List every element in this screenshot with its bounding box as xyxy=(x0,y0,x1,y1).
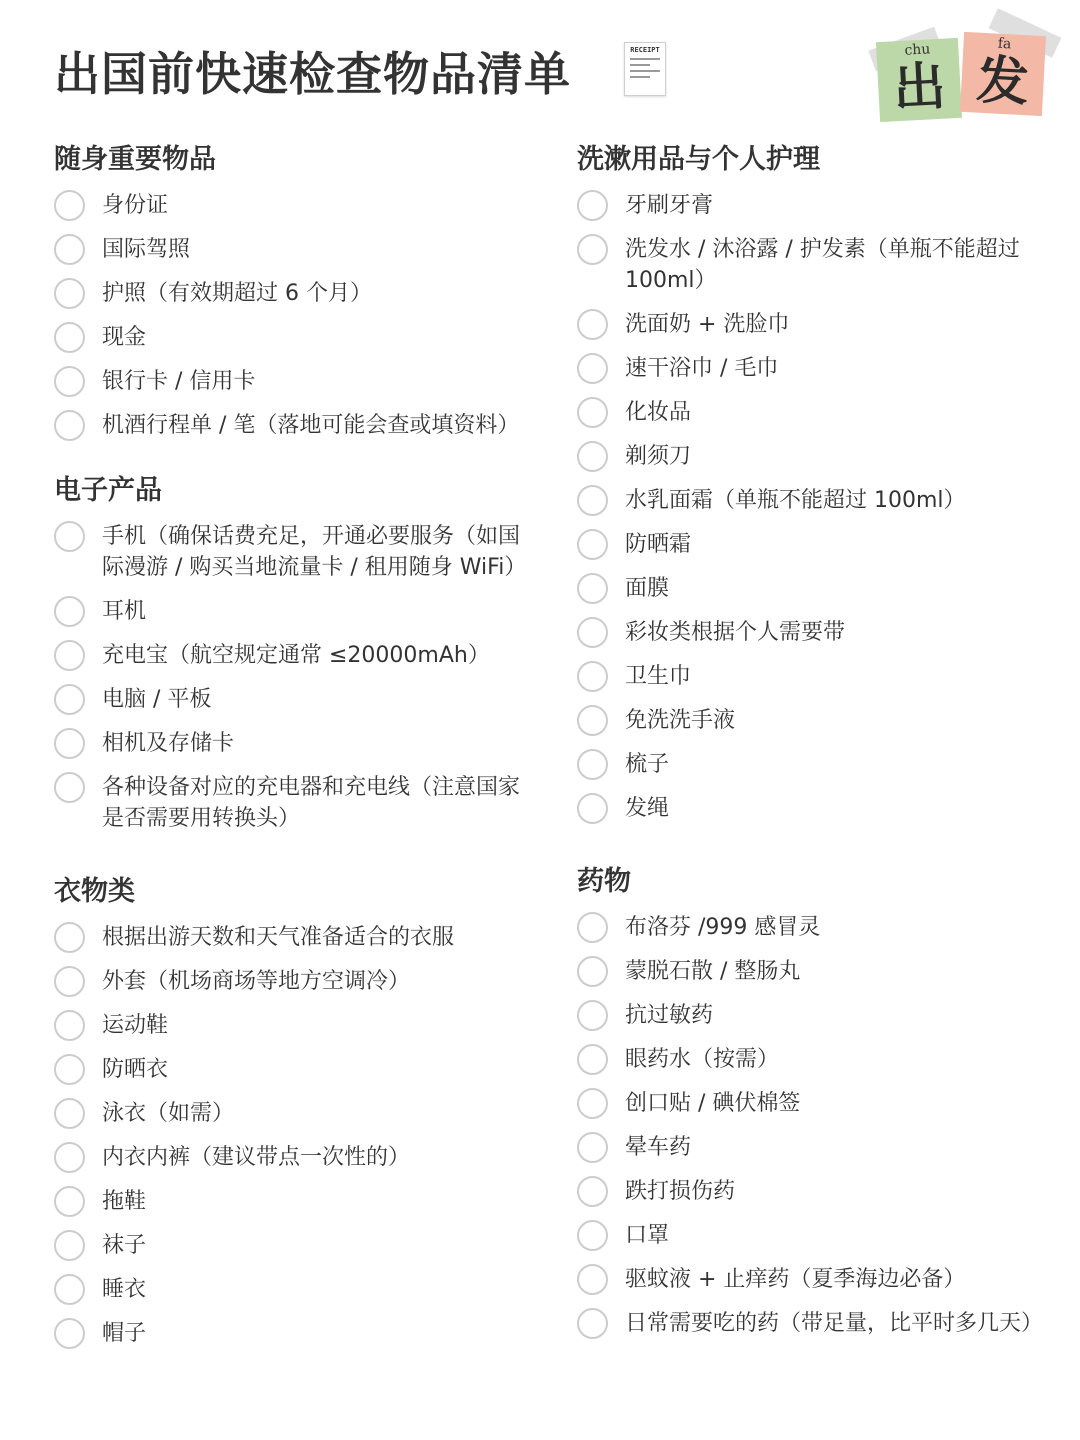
checklist-item-label: 现金 xyxy=(102,325,147,350)
checklist-item-label: 创口贴 / 碘伏棉签 xyxy=(625,1091,801,1116)
checklist-item-label: 卫生巾 xyxy=(625,664,692,689)
section-title: 随身重要物品 xyxy=(54,144,216,175)
checklist-item[interactable] xyxy=(54,684,524,715)
checklist-item-label: 外套（机场商场等地方空调冷） xyxy=(102,969,411,994)
checkbox-circle-icon[interactable] xyxy=(577,573,608,604)
checklist-section xyxy=(577,140,1047,824)
checklist-item[interactable] xyxy=(54,278,524,309)
chu-tile xyxy=(876,38,962,122)
checkbox-circle-icon[interactable] xyxy=(577,1000,608,1031)
checkbox-circle-icon[interactable] xyxy=(54,1010,85,1041)
checkbox-circle-icon[interactable] xyxy=(577,234,608,265)
checkbox-circle-icon[interactable] xyxy=(577,1308,608,1339)
checklist-item-label: 袜子 xyxy=(102,1233,147,1258)
chu-character: 出 xyxy=(891,56,947,120)
checklist-item-label: 口罩 xyxy=(625,1223,670,1248)
checkbox-circle-icon[interactable] xyxy=(54,1098,85,1129)
checklist-item[interactable] xyxy=(54,1274,524,1305)
checklist-item[interactable] xyxy=(577,485,1047,516)
checklist-item-label: 日常需要吃的药（带足量，比平时多几天） xyxy=(625,1311,1044,1336)
checklist-item[interactable] xyxy=(54,1010,524,1041)
checkbox-circle-icon[interactable] xyxy=(577,912,608,943)
checklist-item[interactable] xyxy=(577,749,1047,780)
fa-character: 发 xyxy=(975,50,1031,114)
checklist-item[interactable] xyxy=(54,1142,524,1173)
checkbox-circle-icon[interactable] xyxy=(577,529,608,560)
checkbox-circle-icon[interactable] xyxy=(54,966,85,997)
checkbox-circle-icon[interactable] xyxy=(577,661,608,692)
checkbox-circle-icon[interactable] xyxy=(54,322,85,353)
checklist-item-label: 身份证 xyxy=(102,193,169,218)
checklist-item-label: 相机及存储卡 xyxy=(102,731,235,756)
checklist-item[interactable] xyxy=(54,410,524,441)
checklist-item-label: 各种设备对应的充电器和充电线（注意国家是否需要用转换头） xyxy=(102,775,521,831)
checkbox-circle-icon[interactable] xyxy=(577,1044,608,1075)
checkbox-circle-icon[interactable] xyxy=(577,793,608,824)
checkbox-circle-icon[interactable] xyxy=(577,705,608,736)
checkbox-circle-icon[interactable] xyxy=(577,441,608,472)
checklist-item-label: 泳衣（如需） xyxy=(102,1101,235,1126)
checkbox-circle-icon[interactable] xyxy=(577,956,608,987)
checklist-item[interactable] xyxy=(577,1176,1047,1207)
checkbox-circle-icon[interactable] xyxy=(577,397,608,428)
checklist-item[interactable] xyxy=(577,1132,1047,1163)
checklist-item-label: 梳子 xyxy=(625,752,670,777)
checklist-item[interactable] xyxy=(54,772,524,834)
checklist-item-label: 蒙脱石散 / 整肠丸 xyxy=(625,959,801,984)
page-title: 出国前快速检查物品清单 xyxy=(54,47,571,101)
checkbox-circle-icon[interactable] xyxy=(54,922,85,953)
checkbox-circle-icon[interactable] xyxy=(54,596,85,627)
checklist-item[interactable] xyxy=(577,353,1047,384)
checklist-item-label: 驱蚊液 + 止痒药（夏季海边必备） xyxy=(625,1267,966,1292)
checklist-item-label: 牙刷牙膏 xyxy=(625,193,714,218)
checklist-item[interactable] xyxy=(577,617,1047,648)
checklist-item-label: 布洛芬 /999 感冒灵 xyxy=(625,915,821,940)
checklist-item[interactable] xyxy=(577,1308,1047,1339)
checkbox-circle-icon[interactable] xyxy=(54,278,85,309)
checklist-item[interactable] xyxy=(577,793,1047,824)
checklist-item-label: 抗过敏药 xyxy=(625,1003,714,1028)
checkbox-circle-icon[interactable] xyxy=(54,366,85,397)
checkbox-circle-icon[interactable] xyxy=(577,485,608,516)
checklist-item-label: 眼药水（按需） xyxy=(625,1047,780,1072)
checklist-item-label: 速干浴巾 / 毛巾 xyxy=(625,356,779,381)
checkbox-circle-icon[interactable] xyxy=(54,728,85,759)
checklist-item-label: 彩妆类根据个人需要带 xyxy=(625,620,846,645)
checklist-section xyxy=(54,471,527,834)
checklist-item[interactable] xyxy=(54,922,524,953)
checklist-item-label: 防晒霜 xyxy=(625,532,692,557)
checklist-item[interactable] xyxy=(577,1000,1047,1031)
checkbox-circle-icon[interactable] xyxy=(577,190,608,221)
checklist-item[interactable] xyxy=(577,309,1047,340)
checklist-section xyxy=(54,140,524,441)
checkbox-circle-icon[interactable] xyxy=(54,772,85,803)
section-title: 电子产品 xyxy=(54,475,162,506)
checklist-item-label: 免洗洗手液 xyxy=(625,708,736,733)
checklist-item[interactable] xyxy=(54,640,524,671)
checklist-item[interactable] xyxy=(54,1186,524,1217)
checkbox-circle-icon[interactable] xyxy=(577,309,608,340)
section-title: 药物 xyxy=(577,866,631,897)
checklist-item-label: 根据出游天数和天气准备适合的衣服 xyxy=(102,925,455,950)
checklist-item-label: 国际驾照 xyxy=(102,237,191,262)
checklist-item-label: 运动鞋 xyxy=(102,1013,169,1038)
checklist-item-label: 化妆品 xyxy=(625,400,692,425)
checkbox-circle-icon[interactable] xyxy=(577,617,608,648)
checkbox-circle-icon[interactable] xyxy=(577,1132,608,1163)
checklist-item-label: 拖鞋 xyxy=(102,1189,147,1214)
checklist-item[interactable] xyxy=(577,529,1047,560)
checklist-item-label: 跌打损伤药 xyxy=(625,1179,736,1204)
checklist-item[interactable] xyxy=(54,1098,524,1129)
checklist-item[interactable] xyxy=(54,596,524,627)
receipt-line xyxy=(630,76,650,78)
checkbox-circle-icon[interactable] xyxy=(54,410,85,441)
checklist-item[interactable] xyxy=(54,234,524,265)
checklist-item-label: 发绳 xyxy=(625,796,670,821)
checklist-item[interactable] xyxy=(577,705,1047,736)
chufa-badge xyxy=(870,18,1050,136)
checklist-item[interactable] xyxy=(54,1054,524,1085)
checklist-section xyxy=(577,862,1047,1339)
checkbox-circle-icon[interactable] xyxy=(577,1176,608,1207)
checklist-item[interactable] xyxy=(577,397,1047,428)
checklist-item[interactable] xyxy=(577,661,1047,692)
checklist-item[interactable] xyxy=(54,521,527,583)
checklist-item[interactable] xyxy=(54,190,524,221)
checklist-item[interactable] xyxy=(577,1088,1047,1119)
checklist-item[interactable] xyxy=(577,441,1047,472)
checklist-item[interactable] xyxy=(577,956,1047,987)
checklist-section xyxy=(54,872,524,1349)
checklist-item-label: 剃须刀 xyxy=(625,444,692,469)
receipt-line xyxy=(630,64,650,66)
checkbox-circle-icon[interactable] xyxy=(54,1054,85,1085)
left-column xyxy=(54,140,527,1362)
checklist-item[interactable] xyxy=(577,573,1047,604)
checkbox-circle-icon[interactable] xyxy=(54,521,85,552)
checklist-item[interactable] xyxy=(54,322,524,353)
checklist-item-label: 电脑 / 平板 xyxy=(102,687,212,712)
receipt-line xyxy=(630,70,660,72)
checklist-item-label: 银行卡 / 信用卡 xyxy=(102,369,256,394)
checklist-item-label: 睡衣 xyxy=(102,1277,147,1302)
checklist-item[interactable] xyxy=(577,912,1047,943)
checklist-item-label: 机酒行程单 / 笔（落地可能会查或填资料） xyxy=(102,413,520,438)
checkbox-circle-icon[interactable] xyxy=(577,1220,608,1251)
receipt-line xyxy=(630,58,660,60)
receipt-icon xyxy=(624,42,666,96)
checkbox-circle-icon[interactable] xyxy=(54,234,85,265)
chu-pinyin: chu xyxy=(904,41,931,59)
checkbox-circle-icon[interactable] xyxy=(54,1230,85,1261)
checklist-item-label: 面膜 xyxy=(625,576,670,601)
checkbox-circle-icon[interactable] xyxy=(54,1274,85,1305)
checkbox-circle-icon[interactable] xyxy=(577,749,608,780)
checklist-item-label: 洗发水 / 沐浴露 / 护发素（单瓶不能超过 100ml） xyxy=(625,237,1020,293)
checklist-item[interactable] xyxy=(577,234,1047,296)
checkbox-circle-icon[interactable] xyxy=(54,1186,85,1217)
checklist-item[interactable] xyxy=(577,1264,1047,1295)
checklist-item-label: 晕车药 xyxy=(625,1135,692,1160)
checklist-item[interactable] xyxy=(577,1220,1047,1251)
fa-tile xyxy=(960,32,1046,116)
checkbox-circle-icon[interactable] xyxy=(54,1142,85,1173)
checkbox-circle-icon[interactable] xyxy=(577,353,608,384)
checklist-item[interactable] xyxy=(54,966,524,997)
checklist-item[interactable] xyxy=(577,1044,1047,1075)
receipt-label: RECEIPT xyxy=(630,46,660,54)
checkbox-circle-icon[interactable] xyxy=(577,1088,608,1119)
checkbox-circle-icon[interactable] xyxy=(54,640,85,671)
right-column xyxy=(577,140,1047,1352)
checklist-item-label: 内衣内裤（建议带点一次性的） xyxy=(102,1145,411,1170)
checklist-item-label: 充电宝（航空规定通常 ≤20000mAh） xyxy=(102,643,490,668)
checklist-item-label: 手机（确保话费充足，开通必要服务（如国际漫游 / 购买当地流量卡 / 租用随身 WiFi） xyxy=(102,524,527,580)
checklist-item[interactable] xyxy=(54,1230,524,1261)
checklist-item-label: 耳机 xyxy=(102,599,147,624)
checkbox-circle-icon[interactable] xyxy=(54,684,85,715)
checklist-item-label: 洗面奶 + 洗脸巾 xyxy=(625,312,790,337)
checklist-item-label: 帽子 xyxy=(102,1321,147,1346)
checklist-item-label: 防晒衣 xyxy=(102,1057,169,1082)
checklist-item-label: 护照（有效期超过 6 个月） xyxy=(102,281,372,306)
checklist-item[interactable] xyxy=(54,1318,524,1349)
checkbox-circle-icon[interactable] xyxy=(54,1318,85,1349)
section-title: 洗漱用品与个人护理 xyxy=(577,144,820,175)
checklist-item[interactable] xyxy=(577,190,1047,221)
checkbox-circle-icon[interactable] xyxy=(577,1264,608,1295)
checklist-item[interactable] xyxy=(54,366,524,397)
checkbox-circle-icon[interactable] xyxy=(54,190,85,221)
section-title: 衣物类 xyxy=(54,876,135,907)
checklist-item[interactable] xyxy=(54,728,524,759)
checklist-item-label: 水乳面霜（单瓶不能超过 100ml） xyxy=(625,488,966,513)
fa-pinyin: fa xyxy=(997,35,1012,53)
